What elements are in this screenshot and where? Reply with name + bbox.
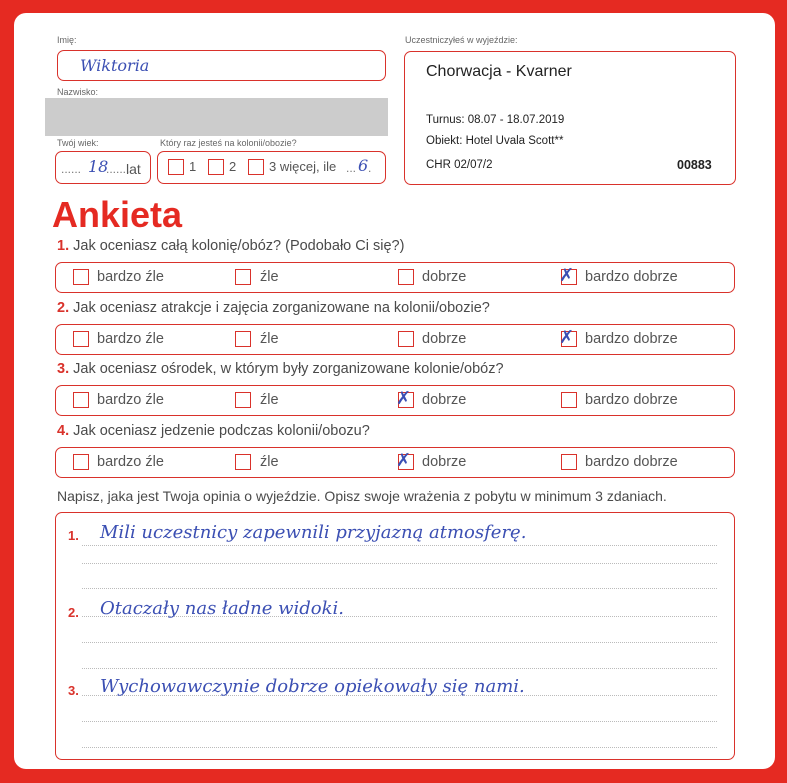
camp-count-checkbox-2[interactable]: [208, 159, 224, 175]
q2-checkbox-zle[interactable]: [235, 331, 251, 347]
q3-label-bardzo-dobrze: bardzo dobrze: [585, 392, 678, 408]
trip-turnus: Turnus: 08.07 - 18.07.2019: [426, 114, 565, 126]
question-4-options: [55, 447, 735, 478]
trip-label: Uczestniczyłeś w wyjeździe:: [405, 35, 518, 45]
q4-checkbox-bardzo-dobrze[interactable]: [561, 454, 577, 470]
camp-count-option-2: 2: [229, 159, 237, 174]
q3-check-mark: ✗: [396, 388, 412, 409]
name-label: Imię:: [57, 35, 77, 45]
answer-line: [82, 668, 717, 669]
answer-2-number: 2.: [68, 605, 79, 620]
trip-name: Chorwacja - Kvarner: [426, 63, 572, 80]
question-2-number: 2.: [57, 300, 70, 316]
name-value: Wiktoria: [80, 56, 150, 75]
answer-1-text: Mili uczestnicy zapewnili przyjazną atmosferę.: [100, 522, 527, 543]
q1-checkbox-bardzo-zle[interactable]: [73, 269, 89, 285]
q4-checkbox-zle[interactable]: [235, 454, 251, 470]
question-3: [57, 361, 504, 377]
camp-count-label: Który raz jesteś na kolonii/obozie?: [160, 138, 297, 148]
question-4-text: Jak oceniasz jedzenie podczas kolonii/obozu?: [73, 423, 370, 439]
question-1: [57, 238, 404, 254]
q2-checkbox-dobrze[interactable]: [398, 331, 414, 347]
q4-check-mark: ✗: [396, 450, 412, 471]
q2-label-zle: źle: [260, 331, 279, 347]
trip-box: [404, 51, 736, 185]
q2-checkbox-bardzo-zle[interactable]: [73, 331, 89, 347]
question-2: [57, 300, 490, 316]
question-2-text: Jak oceniasz atrakcje i zajęcia zorganizowane na kolonii/obozie?: [73, 300, 490, 316]
answer-line: [82, 545, 717, 546]
q3-checkbox-bardzo-dobrze[interactable]: [561, 392, 577, 408]
age-value: 18: [88, 157, 109, 176]
q3-checkbox-zle[interactable]: [235, 392, 251, 408]
q1-label-dobrze: dobrze: [422, 269, 467, 285]
q4-label-dobrze: dobrze: [422, 454, 467, 470]
surname-label: Nazwisko:: [57, 87, 99, 97]
q4-label-bardzo-dobrze: bardzo dobrze: [585, 454, 678, 470]
question-4: [57, 423, 370, 439]
q4-label-bardzo-zle: bardzo źle: [97, 454, 164, 470]
name-field[interactable]: [57, 50, 386, 81]
answer-line: [82, 563, 717, 564]
q1-label-bardzo-dobrze: bardzo dobrze: [585, 269, 678, 285]
trip-object: Obiekt: Hotel Uvala Scott**: [426, 135, 564, 147]
camp-count-field[interactable]: 1 2 3 więcej, ile ... 6 .: [157, 151, 386, 184]
question-3-text: Jak oceniasz ośrodek, w którym były zorganizowane kolonie/obóz?: [73, 361, 504, 377]
q4-checkbox-bardzo-zle[interactable]: [73, 454, 89, 470]
q3-label-bardzo-zle: bardzo źle: [97, 392, 164, 408]
answer-line: [82, 721, 717, 722]
q1-label-zle: źle: [260, 269, 279, 285]
q2-label-bardzo-dobrze: bardzo dobrze: [585, 331, 678, 347]
trip-number: 00883: [677, 158, 712, 172]
opinion-box[interactable]: [55, 512, 735, 760]
q1-check-mark: ✗: [559, 265, 575, 286]
q3-label-zle: źle: [260, 392, 279, 408]
answer-2-text: Otaczały nas ładne widoki.: [100, 598, 344, 619]
question-3-number: 3.: [57, 361, 70, 377]
q2-label-bardzo-zle: bardzo źle: [97, 331, 164, 347]
camp-count-checkbox-3[interactable]: [248, 159, 264, 175]
camp-count-option-1: 1: [189, 159, 197, 174]
answer-3-text: Wychowawczynie dobrze opiekowały się nami.: [100, 676, 525, 697]
answer-line: [82, 747, 717, 748]
question-3-options: [55, 385, 735, 416]
trip-code: CHR 02/07/2: [426, 159, 493, 171]
q1-checkbox-zle[interactable]: [235, 269, 251, 285]
question-1-number: 1.: [57, 238, 70, 254]
camp-count-value: 6: [358, 156, 369, 175]
age-field[interactable]: ...... 18 ....... lat: [55, 151, 151, 184]
survey-title: Ankieta: [52, 194, 183, 235]
age-label: Twój wiek:: [57, 138, 99, 148]
q2-check-mark: ✗: [559, 327, 575, 348]
q2-label-dobrze: dobrze: [422, 331, 467, 347]
answer-line: [82, 588, 717, 589]
q3-label-dobrze: dobrze: [422, 392, 467, 408]
q4-label-zle: źle: [260, 454, 279, 470]
q1-label-bardzo-zle: bardzo źle: [97, 269, 164, 285]
question-2-options: [55, 324, 735, 355]
answer-3-number: 3.: [68, 683, 79, 698]
answer-line: [82, 642, 717, 643]
question-4-number: 4.: [57, 423, 70, 439]
age-unit: lat: [126, 161, 141, 177]
surname-redaction: [45, 98, 388, 136]
question-1-text: Jak oceniasz całą kolonię/obóz? (Podobało Ci się?): [73, 238, 405, 254]
answer-1-number: 1.: [68, 528, 79, 543]
q3-checkbox-bardzo-zle[interactable]: [73, 392, 89, 408]
camp-count-checkbox-1[interactable]: [168, 159, 184, 175]
camp-count-option-3: 3 więcej, ile: [269, 159, 337, 174]
opinion-prompt: Napisz, jaka jest Twoja opinia o wyjeździe. Opisz swoje wrażenia z pobytu w minimum 3 zdaniach.: [57, 488, 667, 504]
question-1-options: [55, 262, 735, 293]
q1-checkbox-dobrze[interactable]: [398, 269, 414, 285]
